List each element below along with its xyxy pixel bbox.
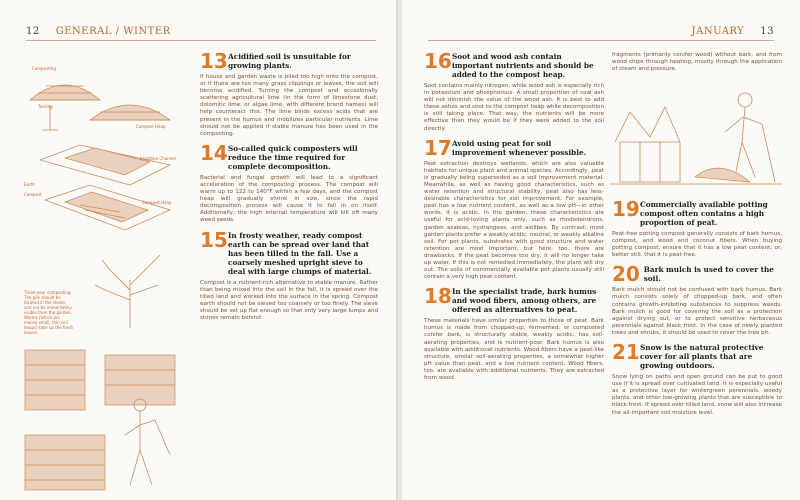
- tip-14: [200, 140, 378, 225]
- gardener-illustration: [610, 82, 782, 192]
- tip-13: [200, 49, 378, 138]
- tip-number: 18: [424, 284, 452, 309]
- tip-body: Snow lying on paths and open ground can be put to good use if it is spread over cultivated land. It is especially useful as a protective layer for wintergreen perennials, woody plants, and other low-growing plants that are susceptible to black frost. If spread over tilled land, snow will also increase the all-important soil moisture level.: [612, 374, 782, 416]
- tree-illustration: [80, 250, 180, 330]
- tip-title: Acidified soil is unsuitable for growing plants.: [228, 52, 351, 70]
- composting-side-note: Three-year composting: The pile should be located in the shade, and not be immediately visible from the garden. Worms (which are mainly small, thin soil heaps) take up the fresh leaves.: [24, 290, 74, 335]
- tip-21: [612, 340, 782, 417]
- tip-16: [424, 49, 604, 133]
- tip-number: 13: [200, 49, 228, 73]
- tip-15: [200, 227, 378, 323]
- tip-title: Commercially available potting compost often contains a high proportion of peat.: [640, 200, 768, 227]
- tip-number: 14: [200, 140, 228, 165]
- tip-20: [612, 262, 782, 337]
- tip-body: Peat-free potting compost generally consists of bark humus, compost, and wood and coconut fibers. When buying potting compost, ensure that it has a low peat content, or, better still, that it is peat-free.: [612, 231, 782, 259]
- tip-number: 21: [612, 340, 640, 365]
- right-page-number: 13: [760, 26, 774, 37]
- label-composting: Composting: [32, 66, 56, 71]
- tip-title: Avoid using peat for soil improvement whenever possible.: [452, 138, 587, 157]
- right-running-head: [692, 26, 774, 37]
- tip-title: So-called quick composters will reduce the time required for complete decomposition.: [228, 143, 358, 171]
- right-header-rule: [428, 40, 774, 41]
- left-header-rule: [26, 40, 376, 41]
- tip-title: Snow is the natural protective cover for all plants that are growing outdoors.: [640, 343, 764, 371]
- tip-title: Soot and wood ash contain important nutrients and should be added to the compost heap.: [452, 52, 594, 79]
- tip-number: 19: [612, 197, 640, 221]
- tip-title: In frosty weather, ready compost earth can be spread over land that has been tilled in the fall. Use a coarsely meshed upright sieve to deal with large clumps of material.: [228, 230, 372, 276]
- left-section-title: GENERAL / WINTER: [55, 26, 171, 37]
- left-page-number: 12: [26, 26, 40, 37]
- tip-17: [424, 135, 604, 282]
- tip-title: In the specialist trade, bark humus and wood fibers, among others, are offered as alternatives to peat.: [452, 287, 597, 315]
- tip-body: Bark mulch should not be confused with bark humus. Bark mulch consists solely of chopped-up bark, and often contains growth-inhibiting substances to suppress weeds. Bark mulch is good for covering the soil as a protection against drying out, or to protect sensitive herbaceous perennials against black frost. In the case of newly planted trees and shrubs, it should be used to cover the tree pit.: [612, 287, 782, 336]
- right-section-title: JANUARY: [691, 26, 745, 37]
- illustration-labels: [20, 60, 185, 240]
- tip-number: 16: [424, 49, 452, 73]
- tip-body: Peat extraction destroys wetlands, which are also valuable habitats for unique plant and animal species. Accordingly, peat is gradually being superseded as a soil improvement material. Meanwhile, as well as having good characteristics, such as water retention and structural stability, peat also has less-desirable characteristics for soil improvement. For example, peat has a low nutrient content, as well as a low pH—in other words, it is acidic. In the garden, these characteristics are useful for acid-loving plants only, such as rhododendrons, garden azaleas, hydrangeas, and astilbes. By contrast, most garden plants prefer a weakly acidic, neutral, or weakly alkaline soil. For pot plants, substrates with good structure and water retention are most important, but here, too, there are drawbacks. If the peat becomes too dry, it will no longer take up water. If this is not remedied immediately, the plant will dry out. The soils of commercially available pot plants usually still contain a very high peat content.: [424, 160, 604, 281]
- left-running-head: [26, 26, 171, 37]
- tip-title: Bark mulch is used to cover the soil.: [643, 265, 774, 284]
- right-text-column-2-tips: [612, 197, 782, 423]
- compost-bins-illustration: [20, 335, 185, 495]
- tip-number: 17: [424, 135, 452, 160]
- label-irrigation-channel: Irrigation Channel: [140, 156, 176, 161]
- tip-body: If house and garden waste is piled too high onto the compost, or if there are too many grass clippings or leaves, the soil will become acidified. Turning the compost and occasionally scattering agricultural lime (in the form of limestone dust, dolomitic lime, or algae lime, with different brand names) will help counteract this. The lime binds excess acids that are present in the humus and mobilizes particular nutrients. Lime should not be applied if stable manure has been used in the composting.: [200, 74, 378, 137]
- right-page: [402, 0, 800, 500]
- tip-number: 20: [612, 262, 640, 287]
- tip-19: [612, 197, 782, 259]
- tip-body: Bacterial and fungal growth will lead to a significant acceleration of the composting process. The compost will warm up to 122 to 140°F within a few days, and the compost heap will gradually shrink in size, since the rapid decomposition process will cause it to fall in on itself. Additionally, the high internal temperature will kill off many weed seeds.: [200, 174, 378, 224]
- left-text-column: [200, 49, 378, 328]
- left-page: [0, 0, 398, 500]
- tip-number: 15: [200, 227, 228, 252]
- label-compost: Compost: [24, 192, 42, 197]
- tip-body: Soot contains mainly nitrogen, while wood ash is especially rich in potassium and phosphorous. A small proportion of coal ash will not diminish the value of the wood ash. It is best to add these ashes and soot to the compost heap while decomposition is still taking place. That way, the nutrients will be more effective than they would be if they were added to the soil directly.: [424, 83, 604, 132]
- label-earth: Earth: [24, 182, 35, 187]
- label-compost-heap-2: Compost Heap: [142, 200, 172, 205]
- right-text-column-2: [612, 52, 782, 73]
- tip-body: Compost is a nutrient-rich alternative to stable manure. Rather than being mixed into the soil in the fall, it is spread over the tilled land and worked into the surface in the spring. Compost earth should not be sieved too coarsely or too finely. The sieve should be set up flat enough so that only very large lumps and stones remain behind.: [200, 279, 378, 321]
- tip-18: [424, 284, 604, 382]
- label-turning: Turning: [38, 104, 53, 109]
- tip-18-continuation: fragments (primarily conifer wood) without bark, and from wood chips through heating, mostly through the application of steam and pressure.: [612, 52, 782, 73]
- label-compost-heap-1: Compost Heap: [136, 124, 166, 129]
- right-text-column-1: [424, 49, 604, 388]
- tip-body: These materials have similar properties to those of peat. Bark humus is made from chopped-up, fermented, or composted conifer bark, is structurally stable, weakly acidic, has soil-aerating properties, and is nutrient-poor. Bark humus is also available with additional nutrients. Wood fibers have a peat-like structure, similar soil-aerating properties, a somewhat higher pH value than peat, and a low nutrient content. Wood fibers, too, are available with additional nutrients. They are extracted from wood: [424, 318, 604, 381]
